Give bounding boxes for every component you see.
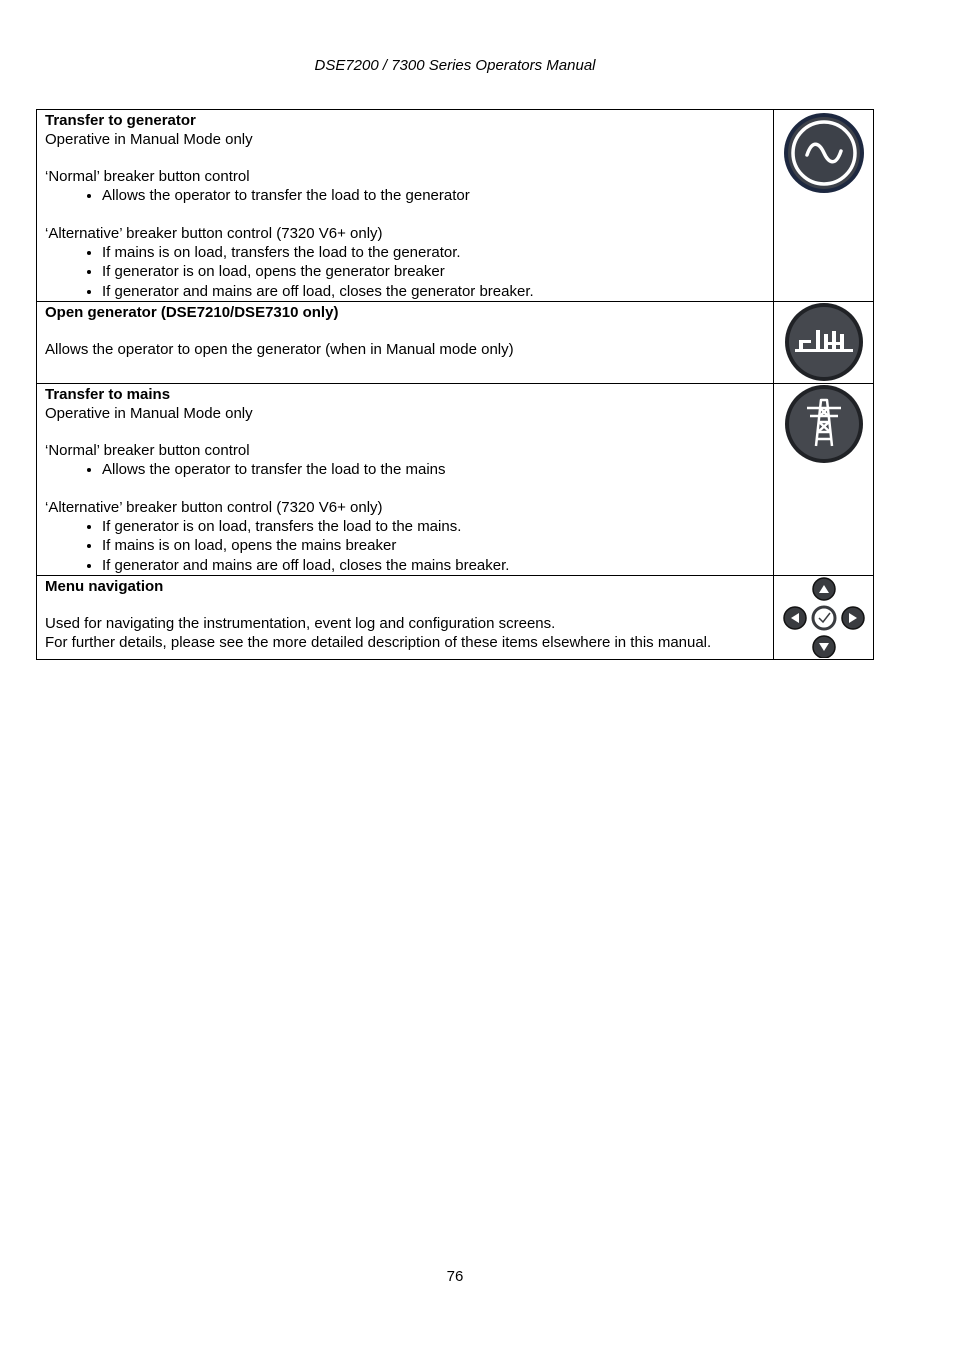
icon-cell <box>774 576 874 660</box>
bullet-list <box>45 243 765 302</box>
list-item: • If generator is on load, transfers the load to the mains. <box>102 517 765 537</box>
open-generator-icon <box>783 302 865 382</box>
transfer-to-generator-icon <box>783 110 865 198</box>
row-text: Operative in Manual Mode only <box>45 131 253 148</box>
table-row-open-generator <box>37 302 874 384</box>
list-item: • If mains is on load, opens the mains breaker <box>102 536 765 556</box>
description-cell <box>37 384 774 576</box>
row-title: Open generator (DSE7210/DSE7310 only) <box>45 304 339 321</box>
list-item: • Allows the operator to transfer the load to the mains <box>102 460 765 480</box>
tick-icon <box>813 607 835 629</box>
row-title: Transfer to generator <box>45 112 196 129</box>
up-arrow-icon <box>813 578 835 600</box>
row-text: Allows the operator to open the generator (when in Manual mode only) <box>45 341 514 358</box>
row-text: Used for navigating the instrumentation, event log and configuration screens. <box>45 615 556 632</box>
icon-cell <box>774 384 874 576</box>
list-item: • If generator is on load, opens the generator breaker <box>102 262 765 282</box>
description-cell <box>37 110 774 302</box>
menu-navigation-icon <box>781 576 867 658</box>
list-item: • If generator and mains are off load, closes the generator breaker. <box>102 282 765 302</box>
button-description-table <box>36 109 874 660</box>
row-text: For further details, please see the more detailed description of these items elsewhere in this manual. <box>45 634 712 651</box>
row-text: Operative in Manual Mode only <box>45 405 253 422</box>
row-text: ‘Normal’ breaker button control <box>45 442 250 459</box>
list-item: • Allows the operator to transfer the load to the generator <box>102 186 765 206</box>
row-text: ‘Alternative’ breaker button control (7320 V6+ only) <box>45 224 383 242</box>
table-row-menu-navigation <box>37 576 874 660</box>
list-item: • If mains is on load, transfers the load to the generator. <box>102 243 765 263</box>
bullet-list <box>45 517 765 576</box>
description-cell <box>37 576 774 660</box>
bullet-list <box>45 460 765 480</box>
down-arrow-icon <box>813 636 835 658</box>
page-number: 76 <box>446 1268 464 1285</box>
icon-cell <box>774 110 874 302</box>
bullet-list <box>45 186 765 206</box>
left-arrow-icon <box>784 607 806 629</box>
transfer-to-mains-icon <box>783 384 865 466</box>
row-text: ‘Normal’ breaker button control <box>45 168 250 185</box>
list-item: • If generator and mains are off load, closes the mains breaker. <box>102 556 765 576</box>
row-text: ‘Alternative’ breaker button control (7320 V6+ only) <box>45 498 383 516</box>
page-header: DSE7200 / 7300 Series Operators Manual <box>314 57 596 74</box>
table-row-transfer-to-mains <box>37 384 874 576</box>
description-cell <box>37 302 774 384</box>
row-title: Transfer to mains <box>45 386 171 403</box>
icon-cell <box>774 302 874 384</box>
row-title: Menu navigation <box>45 578 164 595</box>
table-row-transfer-to-generator <box>37 110 874 302</box>
right-arrow-icon <box>842 607 864 629</box>
